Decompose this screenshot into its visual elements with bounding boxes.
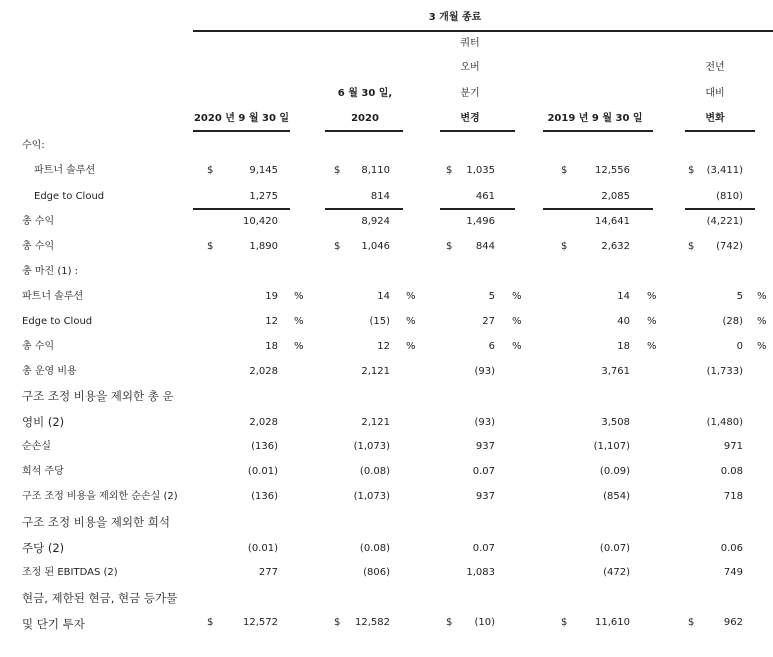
cell: 2,632 [601, 241, 630, 252]
row-label: 조정 된 EBITDAS (2) [22, 567, 118, 578]
header-rule-5 [685, 130, 755, 132]
percent-symbol: % [406, 316, 416, 327]
yoy-header-2: 대비 [705, 88, 725, 99]
cell: 12 [265, 316, 278, 327]
row-label: 구조 조정 비용을 제외한 총 운 [22, 389, 174, 403]
cell: 18 [617, 341, 630, 352]
cell: 18 [265, 341, 278, 352]
cell: (0.08) [359, 466, 390, 477]
cell: 1,890 [249, 241, 278, 252]
cell: 6 [488, 341, 495, 352]
subtotal-rule-3 [440, 208, 515, 210]
cell: 9,145 [249, 165, 278, 176]
row-label: 순손실 [22, 441, 51, 452]
cell: (0.07) [599, 543, 630, 554]
currency-symbol: $ [207, 241, 214, 252]
cell: 0.08 [720, 466, 743, 477]
percent-symbol: % [647, 341, 657, 352]
row-label: 구조 조정 비용을 제외한 순손실 (2) [22, 491, 178, 502]
percent-symbol: % [294, 341, 304, 352]
header-rule-1 [193, 130, 290, 132]
percent-symbol: % [757, 316, 767, 327]
cell: (15) [369, 316, 390, 327]
currency-symbol: $ [334, 241, 341, 252]
currency-symbol: $ [446, 165, 453, 176]
row-label: 및 단기 투자 [22, 617, 85, 631]
percent-symbol: % [294, 291, 304, 302]
cell: (4,221) [706, 216, 743, 227]
currency-symbol: $ [688, 241, 695, 252]
cell: (10) [474, 617, 495, 628]
qoq-header-2: 오버 [460, 62, 480, 73]
cell: (1,073) [353, 491, 390, 502]
cell: 12,556 [595, 165, 630, 176]
jun-header-1: 6 월 30 일, [337, 88, 393, 99]
row-label: 총 수익 [22, 241, 55, 252]
subtotal-rule-1 [193, 208, 290, 210]
header-rule-4 [543, 130, 653, 132]
row-label: 주당 (2) [22, 541, 65, 555]
row-label: 총 수익 [22, 216, 55, 227]
cell: 5 [488, 291, 495, 302]
cell: 844 [475, 241, 495, 252]
cell: (854) [603, 491, 630, 502]
cell: 2,028 [249, 366, 278, 377]
row-label: 희석 주당 [22, 466, 64, 477]
cell: 8,924 [361, 216, 390, 227]
cell: 749 [723, 567, 743, 578]
cell: 14 [617, 291, 630, 302]
cell: (93) [474, 417, 495, 428]
cell: 14,641 [595, 216, 630, 227]
cell: 14 [377, 291, 390, 302]
currency-symbol: $ [446, 617, 453, 628]
currency-symbol: $ [561, 165, 568, 176]
row-label: Edge to Cloud [34, 191, 105, 202]
cell: (136) [251, 491, 278, 502]
cell: 277 [258, 567, 278, 578]
cell: 2,121 [361, 417, 390, 428]
cell: 3,508 [601, 417, 630, 428]
yoy-header-1: 전년 [705, 62, 725, 73]
cell: 1,275 [249, 191, 278, 202]
currency-symbol: $ [207, 617, 214, 628]
currency-symbol: $ [561, 617, 568, 628]
cell: (742) [716, 241, 743, 252]
qoq-header-1: 쿼터 [460, 38, 480, 49]
percent-symbol: % [406, 291, 416, 302]
cell: 971 [723, 441, 743, 452]
qoq-header-3: 분기 [460, 88, 480, 99]
row-label: 파트너 솔루션 [34, 165, 96, 176]
cell: 27 [482, 316, 495, 327]
cell: (0.09) [599, 466, 630, 477]
cell: (806) [363, 567, 390, 578]
percent-symbol: % [294, 316, 304, 327]
cell: 2,121 [361, 366, 390, 377]
cell: 0.07 [472, 466, 495, 477]
percent-symbol: % [512, 316, 522, 327]
cell: 11,610 [595, 617, 630, 628]
cell: 461 [475, 191, 495, 202]
cell: 12 [377, 341, 390, 352]
cell: 0.06 [720, 543, 743, 554]
cell: (810) [716, 191, 743, 202]
cell: 12,572 [243, 617, 278, 628]
cell: 40 [617, 316, 630, 327]
row-label: 총 수익 [22, 341, 55, 352]
row-label: 구조 조정 비용을 제외한 희석 [22, 515, 170, 529]
row-label: 총 마진 (1) : [22, 266, 79, 277]
currency-symbol: $ [561, 241, 568, 252]
percent-symbol: % [512, 291, 522, 302]
cell: (93) [474, 366, 495, 377]
cell: (1,073) [353, 441, 390, 452]
percent-symbol: % [757, 341, 767, 352]
currency-symbol: $ [207, 165, 214, 176]
cell: 0.07 [472, 543, 495, 554]
currency-symbol: $ [446, 241, 453, 252]
cell: (136) [251, 441, 278, 452]
cell: (0.01) [247, 466, 278, 477]
yoy-header-3: 변화 [705, 113, 725, 124]
percent-symbol: % [647, 291, 657, 302]
header-rule-2 [325, 130, 403, 132]
percent-symbol: % [512, 341, 522, 352]
cell: 937 [475, 491, 495, 502]
currency-symbol: $ [334, 165, 341, 176]
cell: 0 [736, 341, 743, 352]
row-label: 총 운영 비용 [22, 366, 77, 377]
cell: 3,761 [601, 366, 630, 377]
row-label: Edge to Cloud [22, 316, 93, 327]
subtotal-rule-4 [543, 208, 653, 210]
cell: 5 [736, 291, 743, 302]
cell: 937 [475, 441, 495, 452]
cell: 1,035 [466, 165, 495, 176]
subtotal-rule-5 [685, 208, 755, 210]
cell: 962 [723, 617, 743, 628]
cell: 19 [265, 291, 278, 302]
subtotal-rule-2 [325, 208, 403, 210]
row-label: 수익: [22, 140, 45, 151]
jun-header-2: 2020 [351, 113, 379, 124]
cell: 10,420 [243, 216, 278, 227]
percent-symbol: % [406, 341, 416, 352]
row-label: 영비 (2) [22, 415, 65, 429]
cell: 718 [723, 491, 743, 502]
cell: (3,411) [706, 165, 743, 176]
sep2019-header: 2019 년 9 월 30 일 [547, 113, 643, 124]
row-label: 파트너 솔루션 [22, 291, 84, 302]
cell: 1,083 [466, 567, 495, 578]
header-rule-3 [440, 130, 515, 132]
cell: (1,480) [706, 417, 743, 428]
cell: (0.08) [359, 543, 390, 554]
currency-symbol: $ [334, 617, 341, 628]
cell: 1,496 [466, 216, 495, 227]
cell: (1,107) [593, 441, 630, 452]
cell: (28) [722, 316, 743, 327]
cell: 814 [370, 191, 390, 202]
cell: 8,110 [361, 165, 390, 176]
cell: 2,028 [249, 417, 278, 428]
period-rule [193, 30, 773, 32]
row-label: 현금, 제한된 현금, 현금 등가물 [22, 591, 178, 605]
percent-symbol: % [647, 316, 657, 327]
currency-symbol: $ [688, 165, 695, 176]
cell: (1,733) [706, 366, 743, 377]
qoq-header-4: 변경 [460, 113, 480, 124]
sep2020-header: 2020 년 9 월 30 일 [193, 113, 290, 124]
period-header: 3 개월 종료 [428, 12, 482, 23]
currency-symbol: $ [688, 617, 695, 628]
cell: 2,085 [601, 191, 630, 202]
cell: 1,046 [361, 241, 390, 252]
cell: (0.01) [247, 543, 278, 554]
cell: (472) [603, 567, 630, 578]
percent-symbol: % [757, 291, 767, 302]
cell: 12,582 [355, 617, 390, 628]
